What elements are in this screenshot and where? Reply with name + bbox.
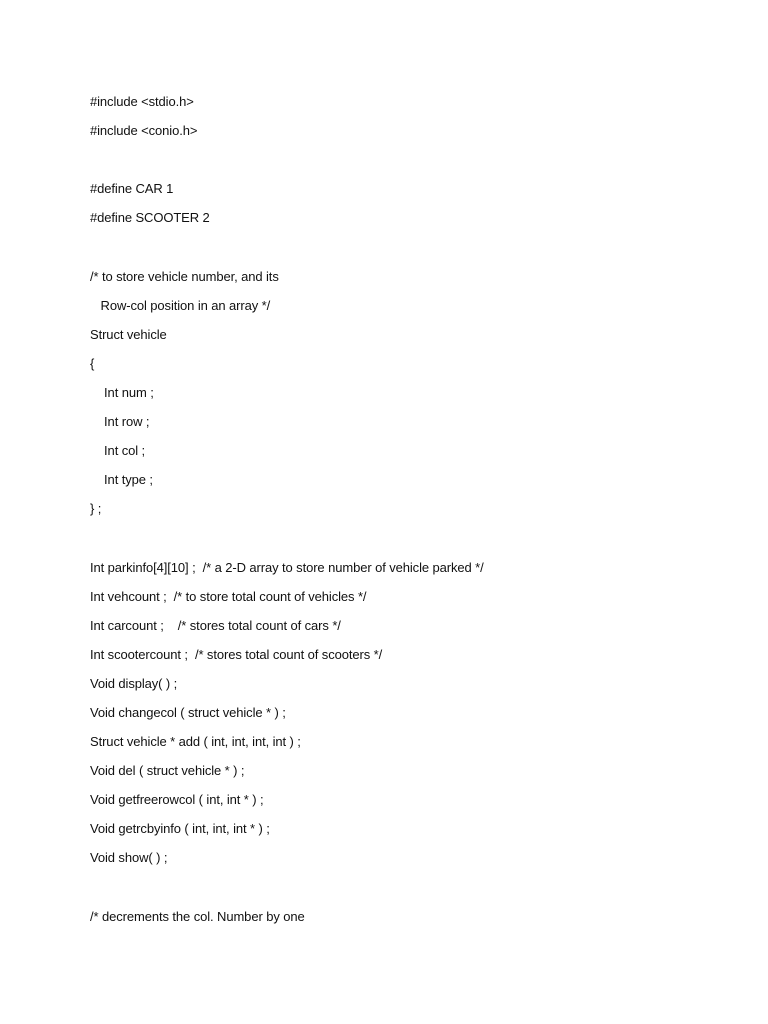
comment-line: /* decrements the col. Number by one [90,908,305,924]
struct-member: Int type ; [90,472,153,488]
struct-member: Int col ; [90,443,146,459]
comment-line: /* to store vehicle number, and its [90,268,279,284]
code-line: #define SCOOTER 2 [90,210,210,226]
struct-member: Int num ; [90,384,154,400]
global-declaration: Int parkinfo[4][10] ; /* a 2-D array to store number of vehicle parked */ [90,559,484,575]
function-prototype: Void getrcbyinfo ( int, int, int * ) ; [90,821,270,837]
blank-line [90,878,730,907]
function-prototype: Void del ( struct vehicle * ) ; [90,763,245,779]
function-prototype: Struct vehicle * add ( int, int, int, int ) ; [90,734,301,750]
struct-declaration: Struct vehicle [90,326,167,342]
global-declaration: Int vehcount ; /* to store total count of vehicles */ [90,588,367,604]
function-prototype: Void getfreerowcol ( int, int * ) ; [90,792,264,808]
global-declaration: Int carcount ; /* stores total count of cars */ [90,617,341,633]
function-prototype: Void changecol ( struct vehicle * ) ; [90,704,286,720]
code-line: #include <stdio.h> [90,94,194,109]
code-line: #define CAR 1 [90,181,174,197]
function-prototype: Void show( ) ; [90,850,168,866]
open-brace: { [90,355,95,371]
code-line: #include <conio.h> [90,123,198,139]
blank-line [90,237,730,266]
blank-line [90,528,730,557]
close-brace: } ; [90,501,102,517]
blank-line [90,150,730,179]
comment-line: Row-col position in an array */ [90,297,271,313]
global-declaration: Int scootercount ; /* stores total count of scooters */ [90,646,383,662]
struct-member: Int row ; [90,414,150,430]
function-prototype: Void display( ) ; [90,675,178,691]
code-listing [90,92,730,936]
